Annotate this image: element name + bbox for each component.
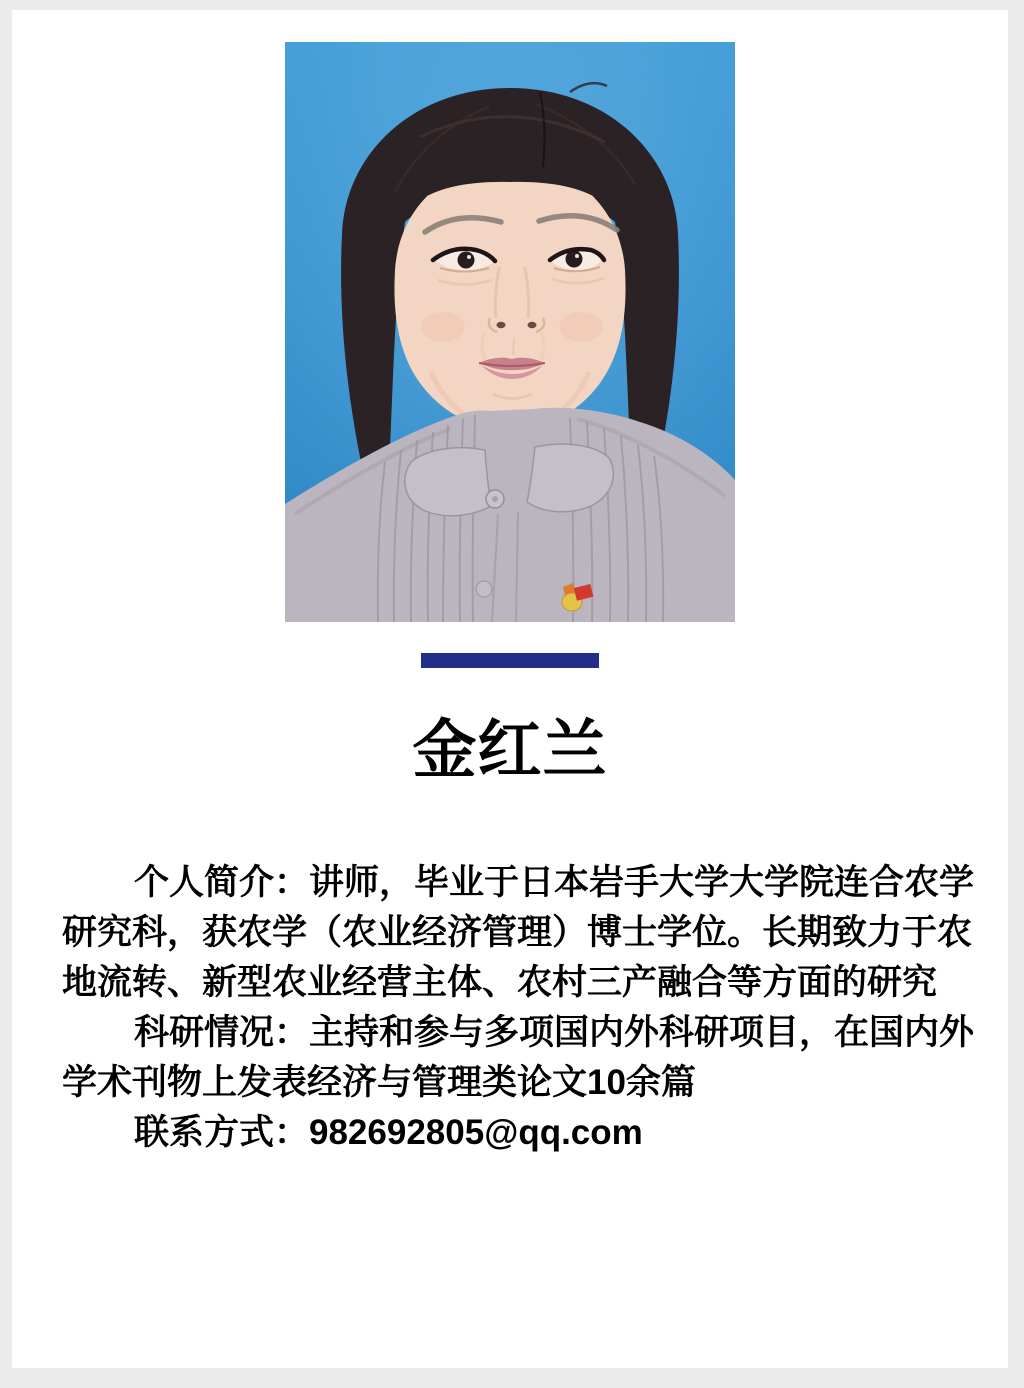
bio-line: 个人简介：讲师，毕业于日本岩手大学大学院连合农学: [134, 863, 975, 902]
face: [394, 164, 625, 430]
bio-section: [62, 858, 975, 1158]
bio-line: 研究科，获农学（农业经济管理）博士学位。长期致力于农: [62, 913, 973, 952]
portrait-illustration: [285, 42, 735, 622]
profile-photo: [285, 42, 735, 622]
bio-line contact-line: 联系方式：982692805@qq.com: [134, 1113, 643, 1152]
bio-line: 学术刊物上发表经济与管理类论文10余篇: [62, 1063, 696, 1102]
divider-bar: [421, 653, 599, 668]
bio-line: 科研情况：主持和参与多项国内外科研项目，在国内外: [134, 1013, 975, 1052]
profile-card: [12, 10, 1008, 1368]
person-name: 金红兰: [412, 714, 608, 786]
bio-line: 地流转、新型农业经营主体、农村三产融合等方面的研究: [62, 963, 938, 1002]
